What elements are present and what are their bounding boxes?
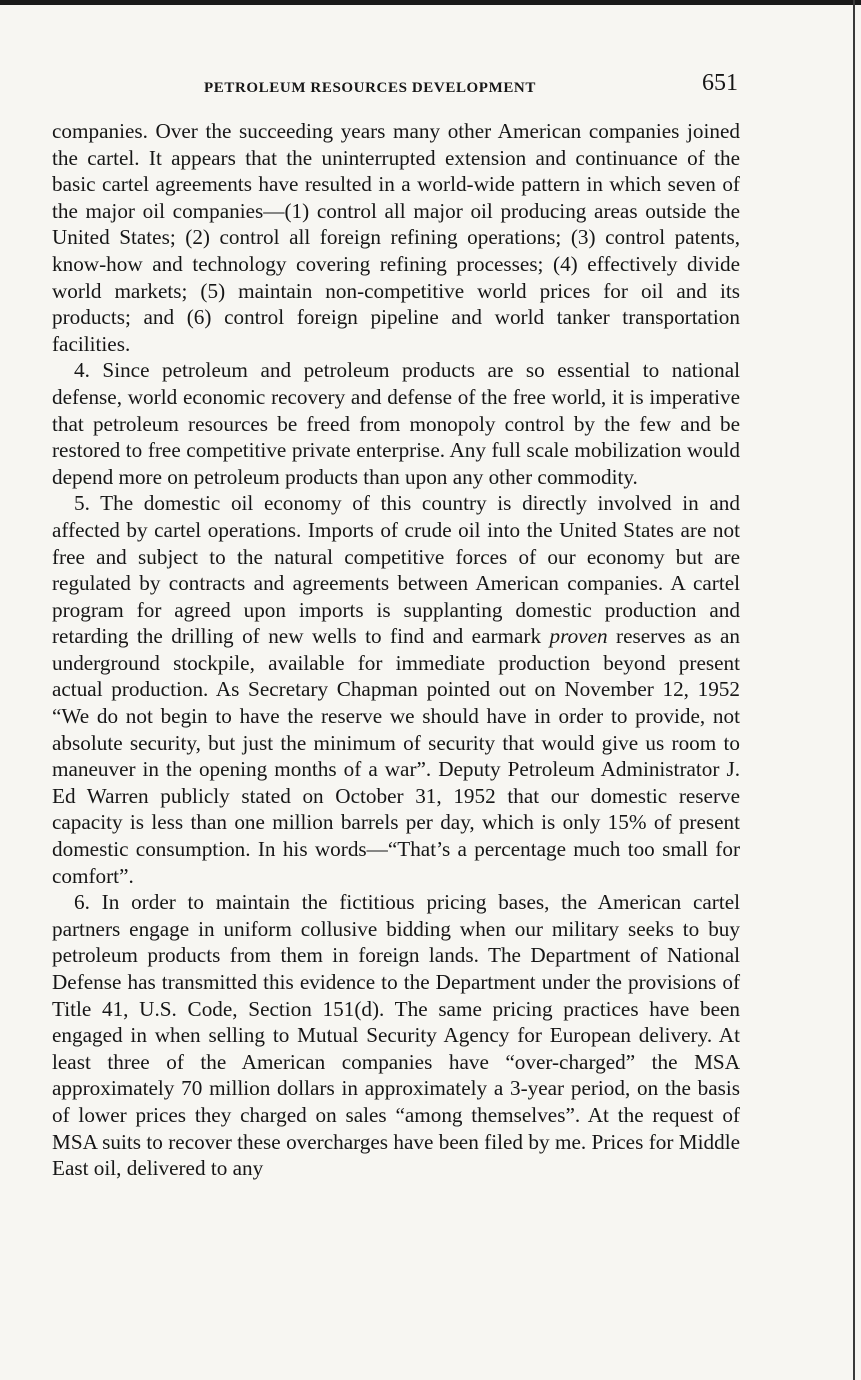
- body-text: [52, 118, 740, 1182]
- paragraph-continuation: companies. Over the succeeding years many other American companies joined the cartel. It appears that the uninterrupted extension and continuance of the basic cartel agreements have resulted in a world-wide pattern in which seven of the major oil companies—(1) control all major oil producing areas outside the United States; (2) control all foreign refining operations; (3) control patents, know-how and technology covering refining processes; (4) effectively divide world markets; (5) maintain non-competitive world prices for oil and its products; and (6) control foreign pipeline and world tanker transportation facilities.: [52, 119, 740, 356]
- page-number: 651: [702, 70, 738, 96]
- top-scan-border: [0, 0, 861, 5]
- paragraph-5-text-end: reserves as an underground stockpile, available for immediate production beyond present actual production. As Secretary Chapman pointed out on November 12, 1952 “We do not begin to have the reserve we should have in order to provide, not absolute security, but just the minimum of security that would give us room to maneuver in the opening months of a war”. Deputy Petroleum Administrator J. Ed Warren publicly stated on October 31, 1952 that our domestic reserve capacity is less than one million barrels per day, which is only 15% of present domestic consumption. In his words—“That’s a percentage much too small for comfort”.: [52, 624, 741, 888]
- page-header: [52, 66, 740, 106]
- book-page: [52, 66, 740, 1182]
- paragraph-5-text-start: 5. The domestic oil economy of this country is directly involved in and affected by cartel operations. Imports of crude oil into the United States are not free and subject to the natural competitive forces of our economy but are regulated by contracts and agreements between American companies. A cartel program for agreed upon imports is supplanting domestic production and retarding the drilling of new wells to find and earmark: [52, 491, 740, 649]
- paragraph-4: 4. Since petroleum and petroleum products are so essential to national defense, world economic recovery and defense of the free world, it is imperative that petroleum resources be freed from monopoly control by the few and be restored to free competitive private enterprise. Any full scale mobilization would depend more on petroleum products than upon any other commodity.: [52, 358, 740, 489]
- paragraph-5-italic-word: proven: [549, 624, 608, 649]
- right-scan-border: [853, 0, 855, 1380]
- paragraph-5: [52, 490, 740, 889]
- running-head: PETROLEUM RESOURCES DEVELOPMENT: [204, 80, 536, 96]
- paragraph-6: 6. In order to maintain the fictitious pricing bases, the American cartel partners engage in uniform collusive bidding when our military seeks to buy petroleum products from them in foreign lands. The Department of National Defense has transmitted this evidence to the Department under the provisions of Title 41, U.S. Code, Section 151(d). The same pricing practices have been engaged in when selling to Mutual Security Agency for European delivery. At least three of the American companies have “over-charged” the MSA approximately 70 million dollars in approximately a 3-year period, on the basis of lower prices they charged on sales “among themselves”. At the request of MSA suits to recover these overcharges have been filed by me. Prices for Middle East oil, delivered to any: [52, 890, 740, 1181]
